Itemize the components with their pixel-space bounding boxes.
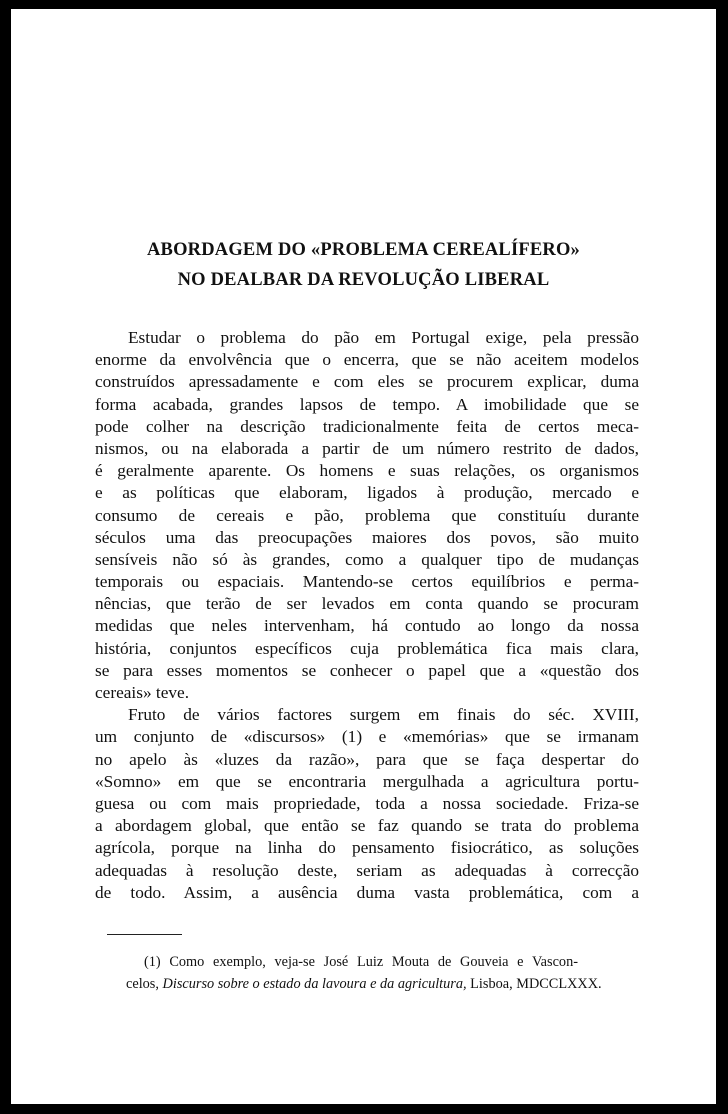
body-line: adequadas à resolução deste, seriam as adequadas à correcção <box>95 860 639 880</box>
body-line: séculos uma das preocupações maiores dos povos, são muito <box>95 527 639 547</box>
body-line: nências, que terão de ser levados em conta quando se procuram <box>95 594 639 614</box>
document-page <box>11 9 716 1104</box>
body-line: nismos, ou na elaborada a partir de um número restrito de dados, <box>95 438 639 458</box>
body-text <box>95 327 639 904</box>
body-line: se para esses momentos se conhecer o papel que a «questão dos <box>95 660 639 680</box>
body-line: «Somno» em que se encontraria mergulhada a agricultura portu- <box>95 771 639 791</box>
footnote-prefix: celos, <box>126 975 159 992</box>
body-line: consumo de cereais e pão, problema que constituíu durante <box>95 505 639 525</box>
body-line: no apelo às «luzes da razão», para que se faça despertar do <box>95 749 639 769</box>
body-line: um conjunto de «discursos» (1) e «memórias» que se irmanam <box>95 727 639 747</box>
title-line-1: ABORDAGEM DO «PROBLEMA CEREALÍFERO» <box>146 240 581 260</box>
footnote-line-2 <box>126 974 602 996</box>
body-line: temporais ou espaciais. Mantendo-se certos equilíbrios e perma- <box>95 572 639 592</box>
body-line: de todo. Assim, a ausência duma vasta problemática, com a <box>95 882 639 902</box>
body-line: é geralmente aparente. Os homens e suas relações, os organismos <box>95 461 639 481</box>
footnote-book-title: Discurso sobre o estado da lavoura e da agricultura, <box>162 975 467 992</box>
body-line: e as políticas que elaboram, ligados à produção, mercado e <box>95 483 639 503</box>
footnote-divider <box>107 934 182 935</box>
body-line: Estudar o problema do pão em Portugal exige, pela pressão <box>128 328 639 347</box>
body-line: cereais» teve. <box>95 683 190 702</box>
body-line: guesa ou com mais propriedade, toda a nossa sociedade. Friza-se <box>95 793 639 813</box>
body-line: história, conjuntos específicos cuja problemática fica mais clara, <box>95 638 639 658</box>
footnote <box>126 952 602 995</box>
title-line-2: NO DEALBAR DA REVOLUÇÃO LIBERAL <box>177 270 550 290</box>
body-line: a abordagem global, que então se faz quando se trata do problema <box>95 816 639 836</box>
body-line: sensíveis não só às grandes, como a qualquer tipo de mudanças <box>95 549 639 569</box>
body-line: forma acabada, grandes lapsos de tempo. A imobilidade que se <box>95 394 639 414</box>
body-line: pode colher na descrição tradicionalmente feita de certos meca- <box>95 416 639 436</box>
footnote-suffix: Lisboa, MDCCLXXX. <box>470 975 602 992</box>
body-line: construídos apressadamente e com eles se procurem explicar, duma <box>95 372 639 392</box>
body-line: agrícola, porque na linha do pensamento fisiocrático, as soluções <box>95 838 639 858</box>
footnote-line-1: (1) Como exemplo, veja-se José Luiz Mouta de Gouveia e Vascon- <box>144 954 578 970</box>
body-line: enorme da envolvência que o encerra, que se não aceitem modelos <box>95 350 639 370</box>
body-line: medidas que neles intervenham, há contudo ao longo da nossa <box>95 616 639 636</box>
body-line: Fruto de vários factores surgem em finais do séc. XVIII, <box>128 705 639 725</box>
